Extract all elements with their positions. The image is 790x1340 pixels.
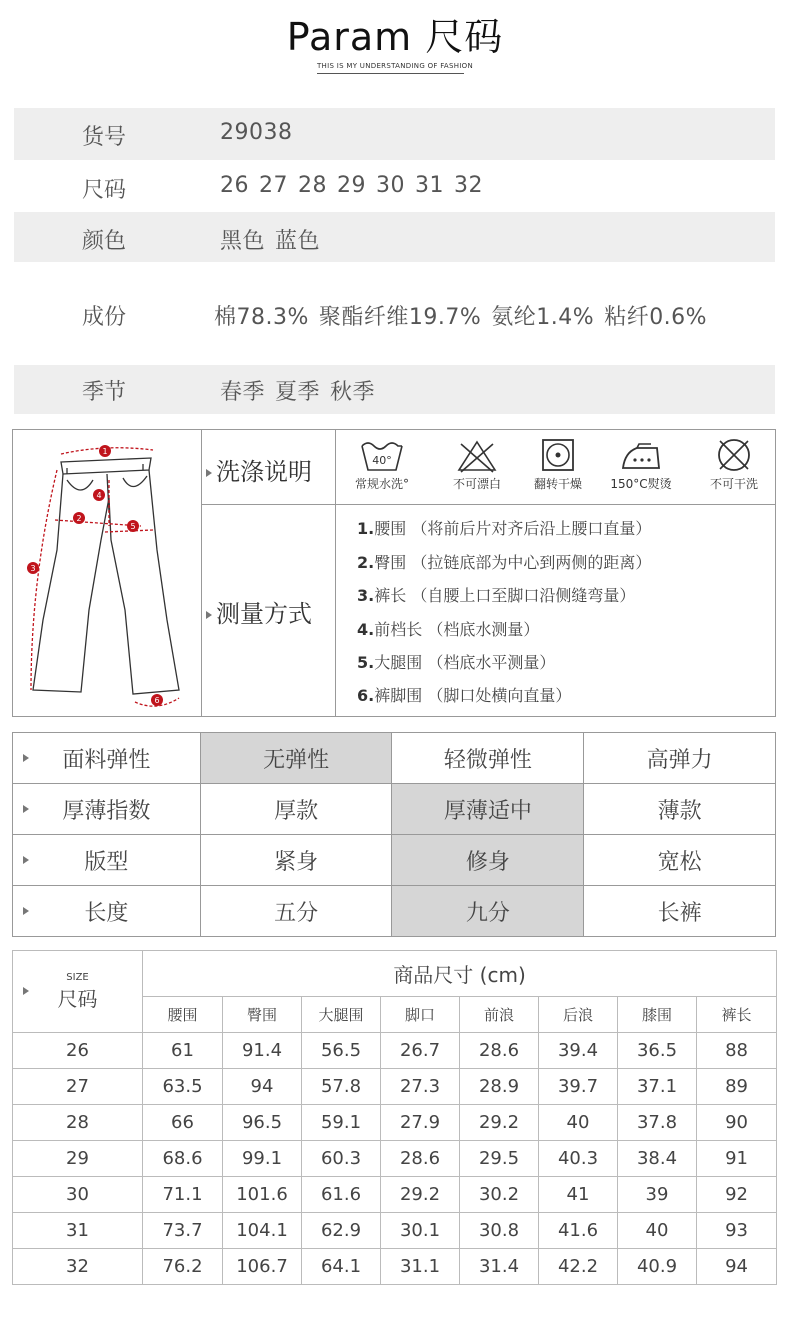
measure-cell: 26.7 xyxy=(381,1033,460,1069)
column-header: 大腿围 xyxy=(302,997,381,1033)
measure-cell: 92 xyxy=(697,1177,777,1213)
attribute-option: 紧身 xyxy=(200,835,392,886)
measure-cell: 37.8 xyxy=(618,1105,697,1141)
subtitle-underline xyxy=(317,73,464,74)
measure-cell: 30.2 xyxy=(460,1177,539,1213)
measure-cell: 94 xyxy=(697,1249,777,1285)
triangle-bullet-icon xyxy=(23,907,29,915)
measure-cell: 28.6 xyxy=(381,1141,460,1177)
measure-cell: 56.5 xyxy=(302,1033,381,1069)
wash-label: 翻转干燥 xyxy=(533,477,582,491)
triangle-bullet-icon xyxy=(206,611,212,619)
measure-cell: 73.7 xyxy=(143,1213,223,1249)
attribute-label: 版型 xyxy=(13,835,201,886)
column-header: 腰围 xyxy=(143,997,223,1033)
measure-cell: 39.4 xyxy=(539,1033,618,1069)
measure-cell: 57.8 xyxy=(302,1069,381,1105)
triangle-bullet-icon xyxy=(23,805,29,813)
marker-5: 5 xyxy=(130,522,136,531)
param-value: 黑色 蓝色 xyxy=(220,229,321,254)
attribute-option-selected: 修身 xyxy=(392,835,584,886)
measure-cell: 106.7 xyxy=(223,1249,302,1285)
measure-cell: 94 xyxy=(223,1069,302,1105)
size-cell: 31 xyxy=(13,1213,143,1249)
wash-label: 不可漂白 xyxy=(452,477,501,491)
measure-cell: 42.2 xyxy=(539,1249,618,1285)
pants-diagram xyxy=(21,440,197,710)
measure-cell: 91 xyxy=(697,1141,777,1177)
measure-cell: 68.6 xyxy=(143,1141,223,1177)
attribute-option: 轻微弹性 xyxy=(392,733,584,784)
measure-cell: 40 xyxy=(539,1105,618,1141)
wash-item-tumble xyxy=(518,438,598,492)
measure-cell: 36.5 xyxy=(618,1033,697,1069)
measure-cell: 104.1 xyxy=(223,1213,302,1249)
params-section xyxy=(14,108,775,414)
measure-cell: 88 xyxy=(697,1033,777,1069)
param-label: 季节 xyxy=(82,380,127,405)
table-row xyxy=(13,1069,777,1105)
measure-cell: 29.5 xyxy=(460,1141,539,1177)
table-row xyxy=(13,1105,777,1141)
measure-cell: 28.9 xyxy=(460,1069,539,1105)
measure-cell: 101.6 xyxy=(223,1177,302,1213)
triangle-bullet-icon xyxy=(23,754,29,762)
size-cell: 28 xyxy=(13,1105,143,1141)
size-cell: 27 xyxy=(13,1069,143,1105)
measure-cell: 31.1 xyxy=(381,1249,460,1285)
wash-item-iron xyxy=(601,438,681,492)
size-group-title: 商品尺寸 (cm) xyxy=(143,951,777,997)
marker-2: 2 xyxy=(76,514,82,523)
measure-cell: 27.9 xyxy=(381,1105,460,1141)
measure-cell: 61 xyxy=(143,1033,223,1069)
measure-cell: 40.3 xyxy=(539,1141,618,1177)
measure-cell: 28.6 xyxy=(460,1033,539,1069)
column-header: 裤长 xyxy=(697,997,777,1033)
attribute-option-selected: 九分 xyxy=(392,886,584,937)
measure-item: 1.腰围 （将前后片对齐后沿上腰口直量） xyxy=(357,519,652,538)
measure-cell: 99.1 xyxy=(223,1141,302,1177)
page-title: Param 尺码 xyxy=(286,15,504,59)
measure-cell: 41.6 xyxy=(539,1213,618,1249)
measure-cell: 89 xyxy=(697,1069,777,1105)
attribute-row-thickness xyxy=(13,784,776,835)
marker-1: 1 xyxy=(102,447,108,456)
param-row-size xyxy=(14,160,775,212)
table-row xyxy=(13,1141,777,1177)
marker-4: 4 xyxy=(96,491,102,500)
attribute-option: 薄款 xyxy=(584,784,776,835)
column-header: 脚口 xyxy=(381,997,460,1033)
size-table-body xyxy=(13,1033,777,1285)
column-header: 膝围 xyxy=(618,997,697,1033)
size-cell: 30 xyxy=(13,1177,143,1213)
param-value: 26 27 28 29 30 31 32 xyxy=(220,173,483,198)
measure-cell: 29.2 xyxy=(460,1105,539,1141)
param-label: 成份 xyxy=(82,305,127,330)
param-row-color xyxy=(14,212,775,262)
measure-cell: 37.1 xyxy=(618,1069,697,1105)
measure-cell: 91.4 xyxy=(223,1033,302,1069)
measure-item: 4.前档长 （档底水测量） xyxy=(357,620,540,639)
attribute-label: 长度 xyxy=(13,886,201,937)
wash-label: 150°C熨烫 xyxy=(610,477,672,491)
param-value: 29038 xyxy=(220,120,293,145)
wash-title: 洗涤说明 xyxy=(206,452,312,487)
attribute-option: 五分 xyxy=(200,886,392,937)
column-header: 后浪 xyxy=(539,997,618,1033)
attribute-label: 面料弹性 xyxy=(13,733,201,784)
measure-cell: 30.1 xyxy=(381,1213,460,1249)
attribute-row-length xyxy=(13,886,776,937)
wash-item-no-dry-clean xyxy=(694,438,774,492)
wash-label: 不可干洗 xyxy=(709,477,758,491)
measure-cell: 93 xyxy=(697,1213,777,1249)
measure-cell: 64.1 xyxy=(302,1249,381,1285)
attribute-label: 厚薄指数 xyxy=(13,784,201,835)
measure-cell: 71.1 xyxy=(143,1177,223,1213)
measure-cell: 40 xyxy=(618,1213,697,1249)
size-table xyxy=(12,950,777,1285)
marker-3: 3 xyxy=(30,564,36,573)
attribute-table xyxy=(12,732,776,937)
no-bleach-icon xyxy=(455,438,499,474)
measure-cell: 29.2 xyxy=(381,1177,460,1213)
measure-title: 测量方式 xyxy=(206,594,312,629)
triangle-bullet-icon xyxy=(206,469,212,477)
param-label: 颜色 xyxy=(82,229,127,254)
no-dry-clean-icon xyxy=(712,438,756,474)
param-row-item-no xyxy=(14,108,775,160)
measure-cell: 90 xyxy=(697,1105,777,1141)
size-cell: 29 xyxy=(13,1141,143,1177)
measure-cell: 41 xyxy=(539,1177,618,1213)
wash-item-no-bleach xyxy=(437,438,517,492)
marker-6: 6 xyxy=(154,696,160,705)
measure-cell: 39.7 xyxy=(539,1069,618,1105)
table-row xyxy=(13,1177,777,1213)
measure-item: 6.裤脚围 （脚口处横向直量） xyxy=(357,686,572,705)
care-measure-box xyxy=(12,429,776,717)
measure-cell: 40.9 xyxy=(618,1249,697,1285)
attribute-row-elasticity xyxy=(13,733,776,784)
measure-cell: 30.8 xyxy=(460,1213,539,1249)
measure-cell: 76.2 xyxy=(143,1249,223,1285)
wash-item-normal xyxy=(342,438,422,492)
column-header: 前浪 xyxy=(460,997,539,1033)
size-cell: 26 xyxy=(13,1033,143,1069)
wash-label: 常规水洗° xyxy=(354,477,409,491)
size-header-cell: SIZE 尺码 xyxy=(13,951,143,1033)
measure-cell: 62.9 xyxy=(302,1213,381,1249)
measure-cell: 38.4 xyxy=(618,1141,697,1177)
measure-item: 2.臀围 （拉链底部为中心到两侧的距离） xyxy=(357,553,652,572)
param-label: 货号 xyxy=(82,125,127,150)
attribute-option-selected: 无弹性 xyxy=(200,733,392,784)
attribute-option: 长裤 xyxy=(584,886,776,937)
param-row-composition xyxy=(14,262,775,365)
attribute-option-selected: 厚薄适中 xyxy=(392,784,584,835)
attribute-option: 厚款 xyxy=(200,784,392,835)
param-row-season xyxy=(14,365,775,414)
measure-cell: 27.3 xyxy=(381,1069,460,1105)
table-row xyxy=(13,1249,777,1285)
measure-cell: 63.5 xyxy=(143,1069,223,1105)
param-value: 春季 夏季 秋季 xyxy=(220,380,376,405)
measure-cell: 60.3 xyxy=(302,1141,381,1177)
param-value: 棉78.3% 聚酯纤维19.7% 氨纶1.4% 粘纤0.6% xyxy=(214,305,708,330)
measure-cell: 96.5 xyxy=(223,1105,302,1141)
triangle-bullet-icon xyxy=(23,856,29,864)
svg-text:40°: 40° xyxy=(372,454,392,467)
iron-icon xyxy=(617,438,665,474)
measure-item: 5.大腿围 （档底水平测量） xyxy=(357,653,556,672)
measure-cell: 59.1 xyxy=(302,1105,381,1141)
table-row xyxy=(13,1033,777,1069)
measure-cell: 61.6 xyxy=(302,1177,381,1213)
measure-cell: 39 xyxy=(618,1177,697,1213)
param-label: 尺码 xyxy=(82,178,127,203)
tumble-dry-icon xyxy=(536,438,580,474)
page-subtitle: THIS IS MY UNDERSTANDING OF FASHION xyxy=(316,62,474,70)
table-row xyxy=(13,1213,777,1249)
measure-cell: 66 xyxy=(143,1105,223,1141)
attribute-option: 高弹力 xyxy=(584,733,776,784)
attribute-row-fit xyxy=(13,835,776,886)
measure-item: 3.裤长 （自腰上口至脚口沿侧缝弯量） xyxy=(357,586,636,605)
attribute-option: 宽松 xyxy=(584,835,776,886)
triangle-bullet-icon xyxy=(23,987,29,995)
wash-40-icon xyxy=(360,438,404,474)
size-cell: 32 xyxy=(13,1249,143,1285)
measure-cell: 31.4 xyxy=(460,1249,539,1285)
column-header: 臀围 xyxy=(223,997,302,1033)
